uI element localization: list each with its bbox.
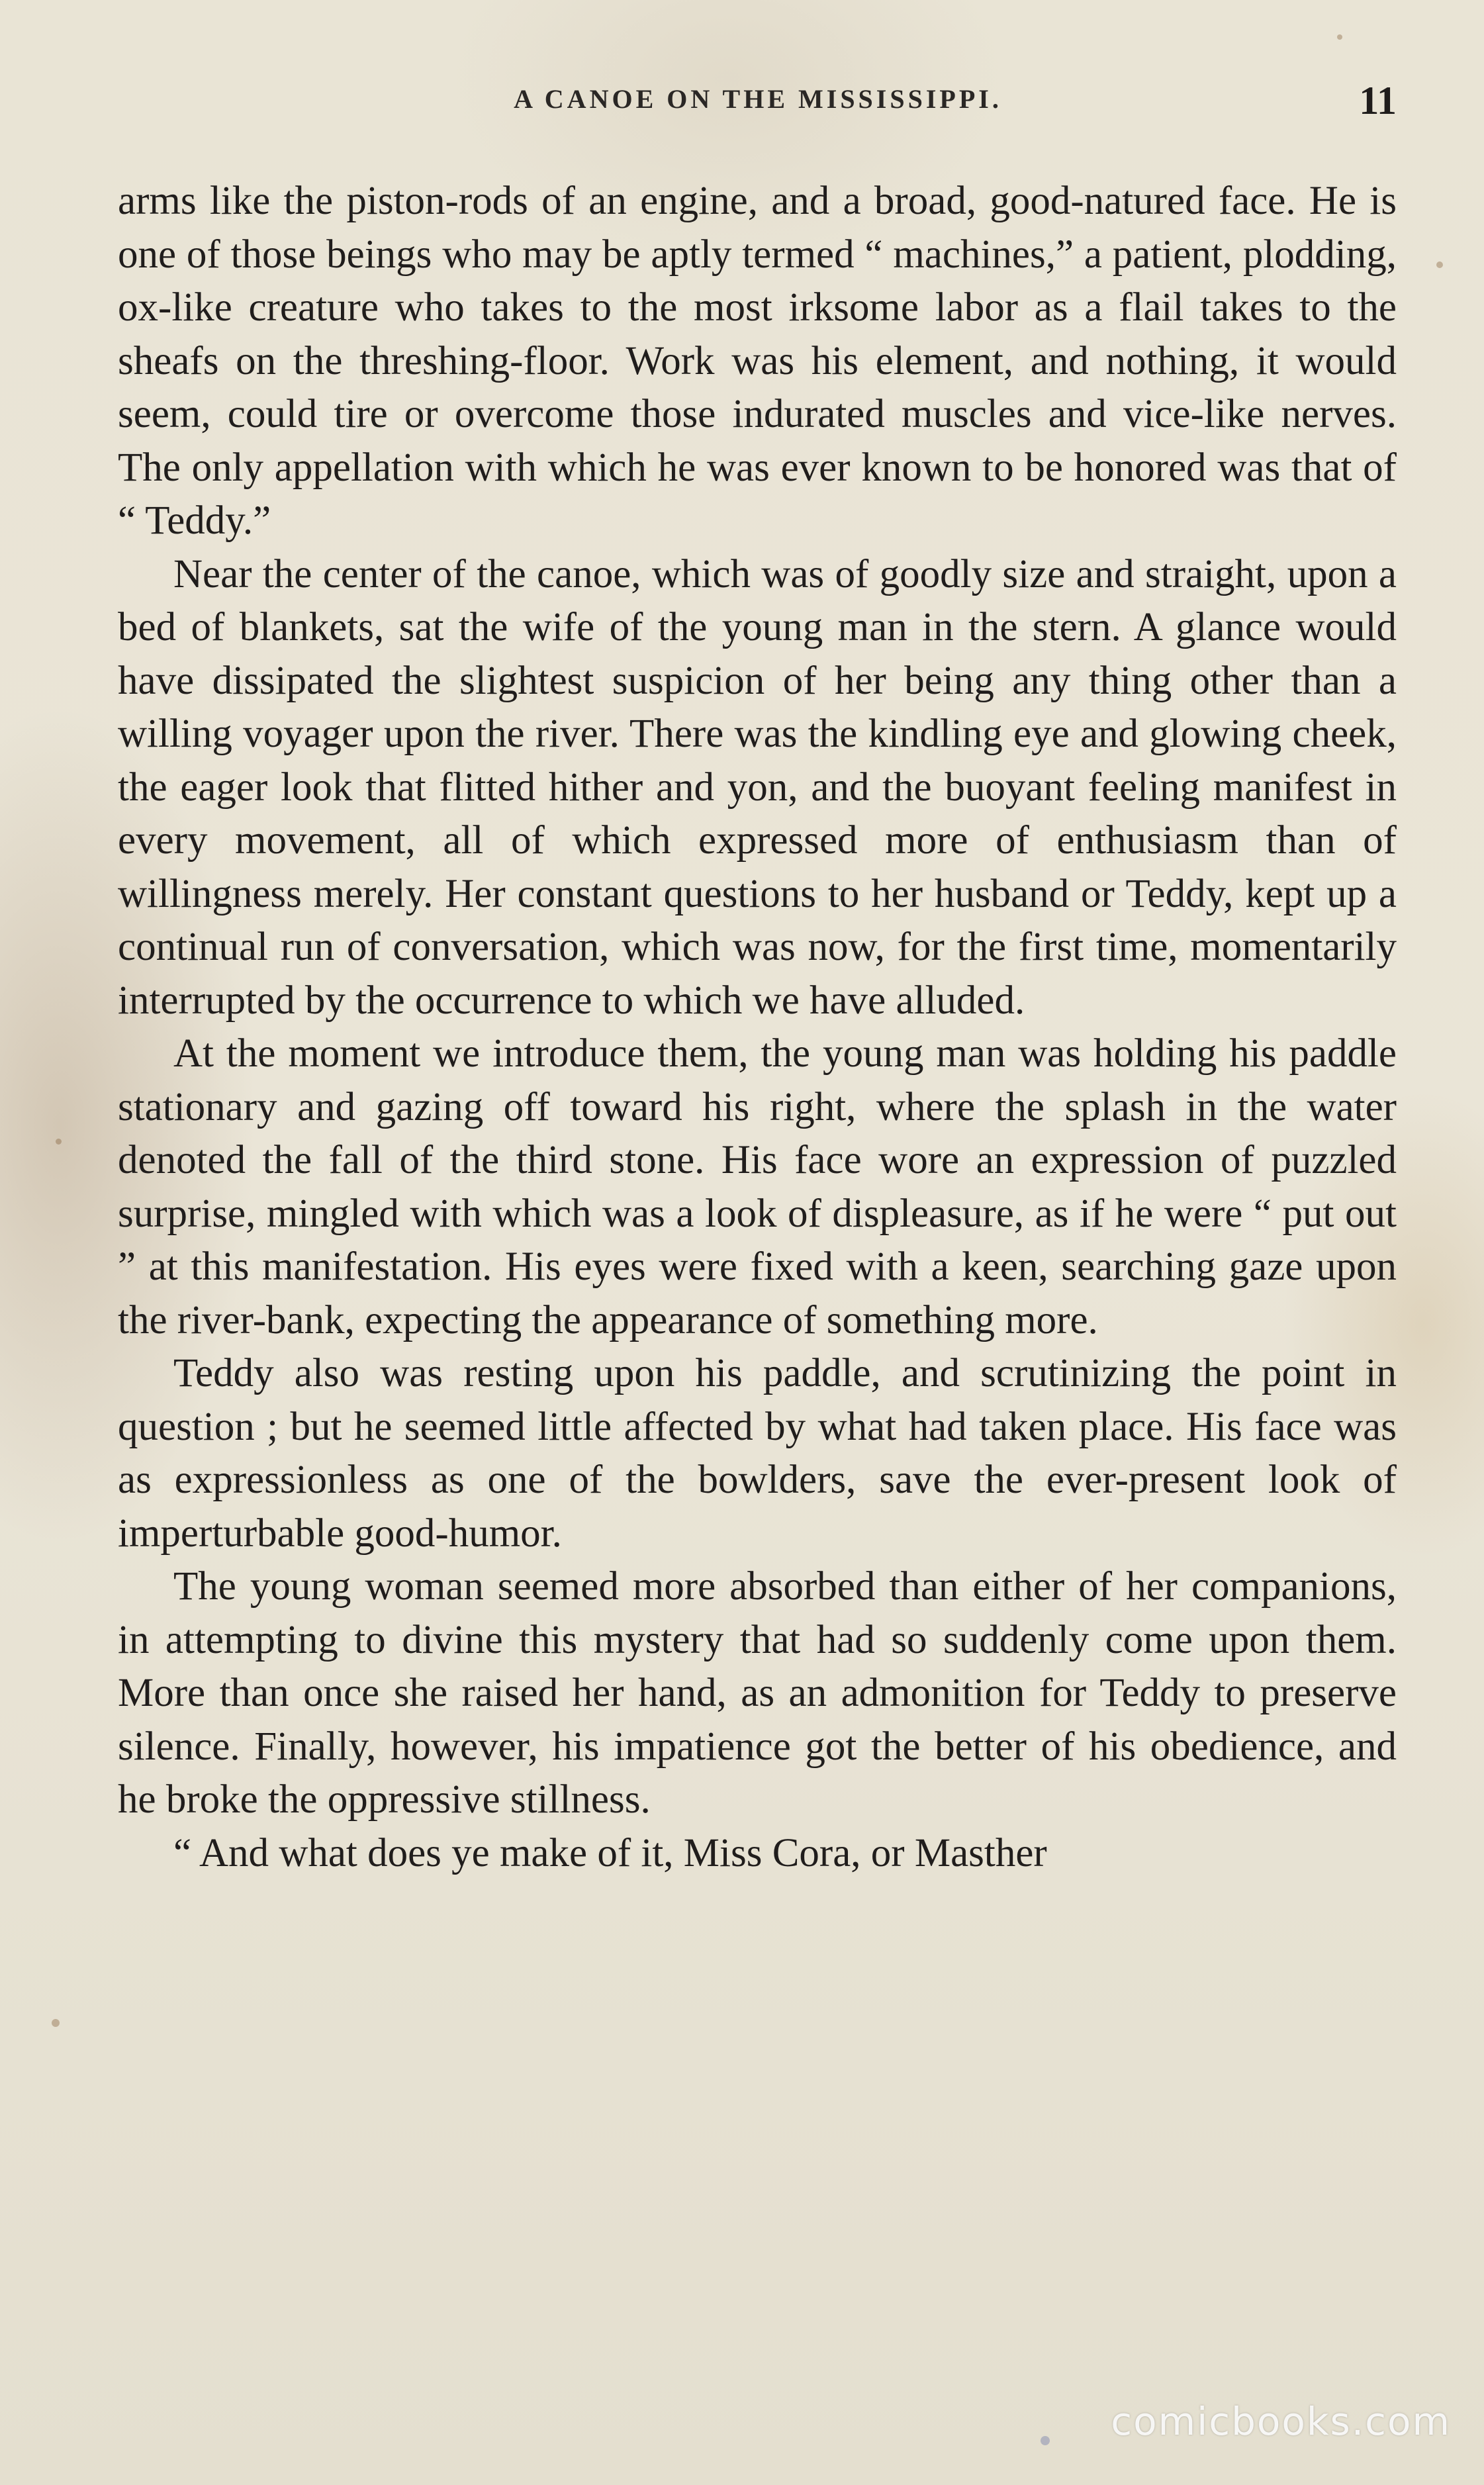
paragraph: Teddy also was resting upon his paddle, and scrutinizing the point in question ; but he seemed little affected by what had taken place. His face was as expressionless as one of the bowlders, save the ever-present look of imperturbable good-humor.: [118, 1351, 1397, 1556]
paragraph: Near the center of the canoe, which was of goodly size and straight, upon a bed of blankets, sat the wife of the young man in the stern. A glance would have dissipated the slightest suspicion of her being any thing other than a willing voyager upon the river. There was the kindling eye and glowing cheek, the eager look that flitted hither and yon, and the buoyant feeling manifest in every movement, all of which expressed more of enthusiasm than of willingness merely. Her constant questions to her husband or Teddy, kept up a continual run of conversation, which was now, for the first time, momentarily interrupted by the occurrence to which we have alluded.: [118, 551, 1397, 1023]
site-watermark: comicbooks.com: [1111, 2399, 1451, 2444]
paper-speck: [56, 1139, 62, 1145]
running-head: [119, 78, 1397, 131]
paragraph: At the moment we introduce them, the young man was holding his paddle stationary and gazing off toward his right, where the splash in the water denoted the fall of the third stone. His face wore an expression of puzzled surprise, mingled with which was a look of displeasure, as if he were “ put out ” at this manifestation. His eyes were fixed with a keen, searching gaze upon the river-bank, expecting the appearance of something more.: [118, 1031, 1397, 1342]
paper-speck: [1436, 261, 1443, 268]
paper-speck: [1337, 34, 1342, 40]
paragraph-continued: arms like the piston-rods of an engine, and a broad, good-natured face. He is one of those beings who may be aptly termed “ machines,” a patient, plodding, ox-like creature who takes to the most irksome labor as a flail takes to the sheafs on the threshing-floor. Work was his element, and nothing, it would seem, could tire or overcome those indurated muscles and vice-like nerves. The only appellation with which he was ever known to be honored was that of “ Teddy.”: [118, 179, 1397, 543]
paper-speck: [1041, 2436, 1050, 2445]
paragraph: “ And what does ye make of it, Miss Cora, or Masther: [173, 1830, 1047, 1875]
paragraph: The young woman seemed more absorbed than either of her companions, in attempting to divine this mystery that had so suddenly come upon them. More than once she raised her hand, as an admonition for Teddy to preserve silence. Finally, however, his impatience got the better of his obedience, and he broke the oppressive stillness.: [118, 1564, 1397, 1822]
page-number: 11: [1359, 79, 1397, 122]
body-text: [118, 175, 1397, 1880]
running-title: A CANOE ON THE MISSISSIPPI.: [514, 84, 1002, 114]
paper-speck: [52, 2019, 60, 2027]
